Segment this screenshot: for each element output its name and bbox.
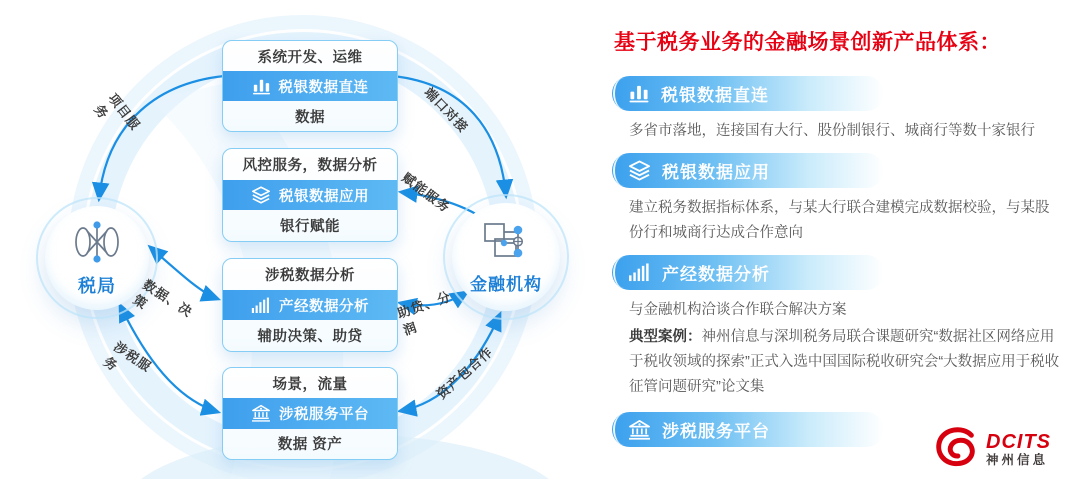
box-band [223, 398, 397, 428]
logo-brand: DCITS [986, 430, 1051, 453]
tax-bureau-node [45, 206, 149, 310]
section-heading-label: 税银数据直连 [661, 86, 769, 105]
section-heading-tax-service-platform [612, 412, 884, 447]
flow-box-data-application [222, 148, 398, 242]
box-top-label: 涉税数据分析 [265, 267, 355, 284]
logo-text [986, 432, 1051, 467]
box-band-label: 产经数据分析 [279, 298, 369, 315]
financial-institution-label: 金融机构 [470, 275, 542, 294]
bar-chart-icon [628, 84, 650, 103]
edge-label-data-decision: 数据、决策 [130, 276, 196, 320]
company-logo [933, 424, 1051, 475]
box-bottom-label: 银行赋能 [280, 219, 340, 236]
edge-label-loan-share: 助贷、分润 [395, 288, 454, 338]
dcits-swirl-logo [933, 424, 979, 475]
financial-flowchart-icon [482, 219, 530, 268]
bank-icon [628, 419, 651, 440]
product-panel [612, 26, 1064, 447]
box-top-label: 系统开发、运维 [257, 49, 363, 66]
section-body: 与金融机构洽谈合作联合解决方案 [629, 301, 847, 318]
section-heading-direct-connect [612, 76, 884, 111]
layers-icon [251, 186, 271, 204]
section-heading-data-application [612, 153, 884, 188]
section-heading-label: 产经数据分析 [662, 264, 770, 284]
rising-bars-icon [251, 297, 271, 314]
layers-icon [628, 160, 651, 181]
box-bottom-label: 数据 [295, 109, 325, 126]
case-label: 典型案例： [629, 328, 702, 345]
box-band-label: 涉税服务平台 [279, 406, 369, 423]
flow-box-tax-service-platform [222, 367, 398, 460]
box-band-label: 税银数据应用 [279, 188, 369, 205]
box-band [223, 71, 397, 101]
edge-label-empower-service: 赋能服务 [399, 169, 454, 216]
section-case [629, 325, 1061, 400]
box-bottom-label: 数据 资产 [277, 437, 343, 454]
box-band [223, 290, 397, 321]
tax-bureau-label: 税局 [78, 275, 116, 296]
logo-company: 神州信息 [986, 452, 1049, 467]
box-top-label: 场景，流量 [272, 376, 348, 393]
section-body: 多省市落地，连接国有大行、股份制银行、城商行等数十家银行 [629, 123, 1035, 139]
section-heading-industry-analysis [612, 255, 884, 290]
section-body: 建立税务数据指标体系，与某大行联合建模完成数据校验，与某股份行和城商行达成合作意向 [629, 199, 1050, 241]
box-band [223, 180, 397, 211]
flow-box-direct-connect [222, 40, 398, 132]
bar-chart-icon [252, 78, 271, 95]
box-top-label: 风控服务，数据分析 [242, 157, 378, 174]
edge-label-tax-service: 涉税服务 [101, 338, 155, 375]
panel-title: 基于税务业务的金融场景创新产品体系： [614, 31, 1001, 54]
rising-bars-icon [628, 263, 651, 282]
edge-label-project-service: 项目服务 [91, 90, 144, 133]
tax-bureau-network-icon [73, 219, 121, 270]
financial-institution-node [452, 203, 560, 311]
case-text: 神州信息与深圳税务局联合课题研究“数据社区网络应用于税收领域的探索”正式入选中国国际税收研究会“大数据应用于税收征管问题研究”论文集 [629, 328, 1060, 395]
section-heading-label: 涉税服务平台 [662, 421, 770, 441]
edge-label-asset-package: 资产包合作 [433, 343, 496, 402]
section-heading-label: 税银数据应用 [662, 162, 770, 182]
box-band-label: 税银数据直连 [278, 79, 369, 96]
box-bottom-label: 辅助决策、助贷 [257, 329, 363, 346]
edge-label-port-connect: 端口对接 [421, 84, 472, 136]
bank-icon [251, 404, 271, 422]
flow-box-industry-analysis [222, 258, 398, 352]
